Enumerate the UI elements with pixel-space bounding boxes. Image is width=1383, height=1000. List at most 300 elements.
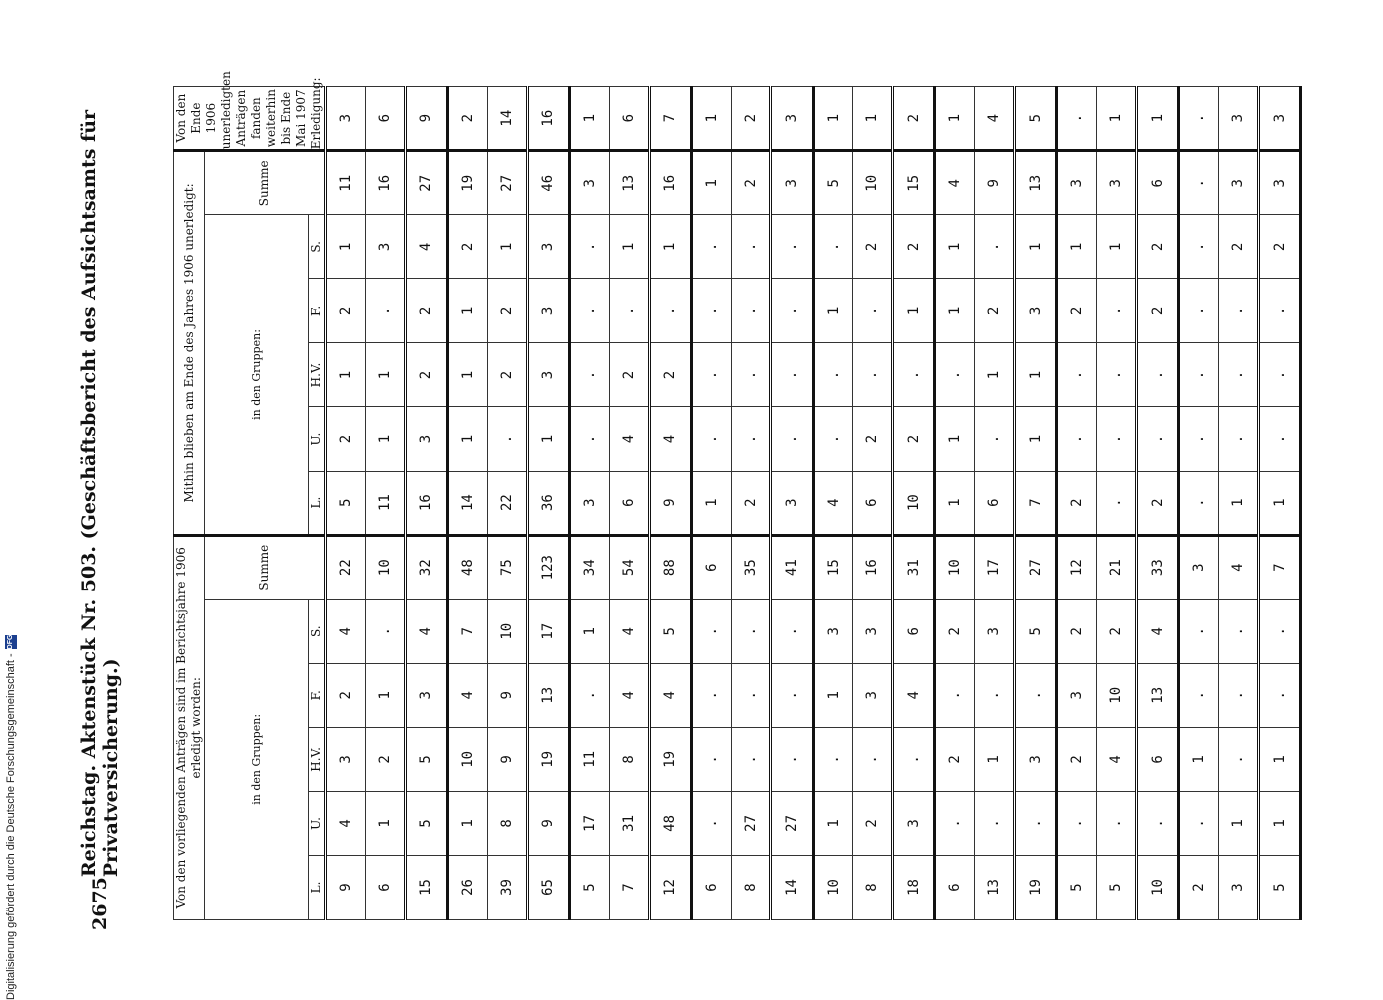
table-cell: 1 [813, 791, 853, 855]
dfg-logo: DFG [5, 635, 17, 649]
table-cell: 16 [649, 151, 691, 215]
table-cell: 5 [649, 599, 691, 663]
table-cell: 2 [1097, 599, 1137, 663]
table-cell: 3 [771, 151, 813, 215]
table-cell: 2 [405, 343, 447, 407]
table-cell: 2 [1219, 215, 1259, 279]
table-cell: 7 [447, 599, 487, 663]
table-cell: 4 [405, 599, 447, 663]
table-cell: 8 [853, 855, 893, 919]
table-cell: 2 [731, 471, 771, 535]
table-cell: 1 [365, 407, 405, 471]
table-cell: 1 [1057, 215, 1097, 279]
table-cell: 9 [487, 727, 527, 791]
table-cell: . [1219, 599, 1259, 663]
table-cell: 4 [935, 151, 975, 215]
table-cell: 2 [1137, 471, 1179, 535]
table-cell: 1 [527, 407, 569, 471]
table-cell: 65 [527, 855, 569, 919]
table-cell: 2 [326, 407, 366, 471]
table-cell: 1 [1015, 343, 1057, 407]
table-cell: 1 [975, 727, 1015, 791]
table-cell: 2 [1137, 215, 1179, 279]
table-cell: . [569, 663, 609, 727]
table-cell: 1 [1097, 87, 1137, 151]
table-cell: 16 [527, 87, 569, 151]
table-cell: 5 [569, 855, 609, 919]
table-cell: . [1219, 663, 1259, 727]
table-cell: 2 [405, 279, 447, 343]
table-cell: 1 [935, 215, 975, 279]
table-cell: 2 [1259, 215, 1301, 279]
table-cell: 3 [405, 407, 447, 471]
table-row [1219, 87, 1259, 920]
page-number: 2675 [89, 877, 111, 930]
table-cell: 3 [527, 215, 569, 279]
group1-sum-header: Summe [205, 535, 326, 599]
table-cell: 10 [853, 151, 893, 215]
table-cell: 1 [853, 87, 893, 151]
table-cell: 10 [487, 599, 527, 663]
table-cell: 13 [1015, 151, 1057, 215]
table-cell: 31 [609, 791, 649, 855]
table-cell: 27 [771, 791, 813, 855]
table-row [609, 87, 649, 920]
table-cell: 27 [731, 791, 771, 855]
table-cell: 6 [609, 471, 649, 535]
table-cell: 2 [609, 343, 649, 407]
table-cell: 2 [975, 279, 1015, 343]
table-cell: . [1259, 599, 1301, 663]
table-cell: . [731, 663, 771, 727]
table-cell: 1 [1259, 727, 1301, 791]
table-cell: 7 [1015, 471, 1057, 535]
table-cell: 6 [975, 471, 1015, 535]
table-cell: 2 [487, 279, 527, 343]
table-row [487, 87, 527, 920]
table-cell: 1 [935, 279, 975, 343]
table-cell: 2 [893, 87, 935, 151]
table-cell: . [1097, 343, 1137, 407]
table-cell: 5 [1057, 855, 1097, 919]
table-row [365, 87, 405, 920]
table-cell: 1 [1179, 727, 1219, 791]
page-header [75, 80, 125, 930]
table-cell: . [731, 407, 771, 471]
table-cell: . [975, 215, 1015, 279]
table-cell: 1 [935, 407, 975, 471]
table-cell: 4 [813, 471, 853, 535]
col-header-s: S. [309, 599, 326, 663]
table-cell: 1 [326, 215, 366, 279]
table-cell: 2 [1057, 279, 1097, 343]
table-cell: 123 [527, 535, 569, 599]
table-cell: . [691, 343, 731, 407]
table-cell: . [771, 599, 813, 663]
table-cell: 88 [649, 535, 691, 599]
table-cell: . [771, 407, 813, 471]
table-cell: 9 [405, 87, 447, 151]
table-cell: 6 [853, 471, 893, 535]
table-cell: . [1137, 407, 1179, 471]
table-cell: 8 [731, 855, 771, 919]
col-header-hv: H.V. [309, 343, 326, 407]
table-cell: 11 [365, 471, 405, 535]
table-cell: 2 [731, 87, 771, 151]
table-cell: . [771, 343, 813, 407]
table-cell: 10 [1137, 855, 1179, 919]
table-cell: 19 [447, 151, 487, 215]
table-cell: . [691, 407, 731, 471]
table-cell: 14 [447, 471, 487, 535]
table-cell: . [893, 343, 935, 407]
table-cell: . [975, 791, 1015, 855]
table-cell: . [691, 791, 731, 855]
table-row [935, 87, 975, 920]
table-cell: 3 [975, 599, 1015, 663]
table-cell: 3 [853, 663, 893, 727]
table-cell: . [1219, 279, 1259, 343]
table-row [1259, 87, 1301, 920]
table-cell: 4 [609, 599, 649, 663]
table-cell: . [1179, 87, 1219, 151]
table-cell: 3 [771, 471, 813, 535]
table-cell: 16 [853, 535, 893, 599]
table-cell: 2 [935, 599, 975, 663]
table-cell: 3 [1259, 151, 1301, 215]
table-cell: 31 [893, 535, 935, 599]
table-cell: 15 [813, 535, 853, 599]
table-cell: 15 [893, 151, 935, 215]
table-cell: 3 [771, 87, 813, 151]
table-cell: 9 [975, 151, 1015, 215]
table-cell: . [771, 215, 813, 279]
table-cell: . [1137, 343, 1179, 407]
group3-title: Von den Ende 1906 unerledigten Anträgen fanden weiterhin bis Ende Mai 1907 Erledigung: [174, 87, 326, 151]
table-cell: 6 [1137, 727, 1179, 791]
table-cell: 1 [569, 599, 609, 663]
table-cell: 1 [691, 151, 731, 215]
table-cell: . [1137, 791, 1179, 855]
table-cell: . [853, 279, 893, 343]
table-row [569, 87, 609, 920]
table-cell: . [691, 215, 731, 279]
table-cell: . [365, 599, 405, 663]
table-cell: 3 [405, 663, 447, 727]
table-cell: . [731, 279, 771, 343]
table-row [1097, 87, 1137, 920]
table-cell: 1 [1097, 215, 1137, 279]
group1-title: Von den vorliegenden Anträgen sind im Berichtsjahre 1906 erledigt worden: [174, 535, 205, 919]
table-cell: 1 [569, 87, 609, 151]
table-cell: 2 [1057, 727, 1097, 791]
table-cell: 4 [405, 215, 447, 279]
table-cell: 2 [447, 87, 487, 151]
table-cell: 9 [326, 855, 366, 919]
table-cell: 75 [487, 535, 527, 599]
table-cell: 1 [365, 343, 405, 407]
group2-sum-header: Summe [205, 151, 326, 215]
table-row [893, 87, 935, 920]
table-cell: 1 [935, 87, 975, 151]
table-cell: 4 [609, 407, 649, 471]
table-cell: 22 [487, 471, 527, 535]
table-cell: 2 [447, 215, 487, 279]
table-cell: 5 [405, 791, 447, 855]
table-cell: 2 [1057, 599, 1097, 663]
table-cell: 36 [527, 471, 569, 535]
table-cell: 3 [1057, 663, 1097, 727]
table-cell: 6 [609, 87, 649, 151]
table-cell: 13 [975, 855, 1015, 919]
table-cell: 15 [405, 855, 447, 919]
table-row [447, 87, 487, 920]
table-cell: . [1259, 279, 1301, 343]
table-cell: 3 [326, 727, 366, 791]
table-cell: 1 [1259, 471, 1301, 535]
table-cell: 1 [487, 215, 527, 279]
table-cell: . [771, 727, 813, 791]
table-cell: 10 [1097, 663, 1137, 727]
table-cell: 16 [405, 471, 447, 535]
table-cell: 11 [326, 151, 366, 215]
table-cell: . [935, 343, 975, 407]
table-cell: . [1057, 87, 1097, 151]
table-cell: 1 [447, 279, 487, 343]
table-cell: . [893, 727, 935, 791]
table-cell: 4 [447, 663, 487, 727]
table-cell: . [1057, 407, 1097, 471]
table-cell: 1 [975, 343, 1015, 407]
table-cell: 1 [365, 663, 405, 727]
table-row [731, 87, 771, 920]
table-cell: 4 [649, 663, 691, 727]
table-cell: 4 [1137, 599, 1179, 663]
table-cell: 13 [1137, 663, 1179, 727]
table-row [649, 87, 691, 920]
table-cell: . [487, 407, 527, 471]
table-cell: 1 [691, 87, 731, 151]
table-cell: . [569, 343, 609, 407]
table-cell: 2 [853, 791, 893, 855]
table-cell: . [1179, 407, 1219, 471]
table-cell: 2 [365, 727, 405, 791]
table-cell: 48 [447, 535, 487, 599]
table-cell: . [691, 279, 731, 343]
table-cell: . [975, 663, 1015, 727]
table-cell: 2 [326, 663, 366, 727]
table-cell: 4 [326, 791, 366, 855]
table-cell: 18 [893, 855, 935, 919]
table-cell: . [691, 599, 731, 663]
table-cell: 17 [527, 599, 569, 663]
table-cell: 7 [1259, 535, 1301, 599]
table-cell: 5 [1259, 855, 1301, 919]
table-cell: . [1179, 791, 1219, 855]
table-cell: 46 [527, 151, 569, 215]
table-cell: 1 [935, 471, 975, 535]
table-cell: 13 [527, 663, 569, 727]
table-cell: 5 [813, 151, 853, 215]
table-row [1015, 87, 1057, 920]
table-cell: 9 [649, 471, 691, 535]
table-cell: 33 [1137, 535, 1179, 599]
table-cell: 17 [569, 791, 609, 855]
table-cell: 1 [447, 343, 487, 407]
table-cell: 3 [569, 471, 609, 535]
table-cell: 2 [1137, 279, 1179, 343]
table-cell: 6 [935, 855, 975, 919]
table-cell: . [1259, 343, 1301, 407]
table-row [1179, 87, 1219, 920]
table-cell: 3 [1057, 151, 1097, 215]
table-cell: 6 [691, 855, 731, 919]
table-cell: 10 [935, 535, 975, 599]
table-row [1137, 87, 1179, 920]
table-cell: . [1097, 279, 1137, 343]
table-cell: 1 [447, 791, 487, 855]
table-cell: . [731, 215, 771, 279]
table-row [975, 87, 1015, 920]
table-cell: 32 [405, 535, 447, 599]
table-row [405, 87, 447, 920]
table-cell: 4 [326, 599, 366, 663]
table-cell: . [1219, 727, 1259, 791]
table-cell: . [1219, 407, 1259, 471]
table-cell: 5 [405, 727, 447, 791]
table-cell: . [1179, 663, 1219, 727]
table-cell: 10 [813, 855, 853, 919]
table-cell: 10 [447, 727, 487, 791]
table-cell: 41 [771, 535, 813, 599]
table-row [1057, 87, 1097, 920]
table-cell: 3 [1015, 727, 1057, 791]
table-cell: 1 [1015, 215, 1057, 279]
table-cell: 1 [326, 343, 366, 407]
table-cell: 4 [1097, 727, 1137, 791]
table-cell: 1 [1259, 791, 1301, 855]
col-header-u: U. [309, 791, 326, 855]
table-cell: . [853, 727, 893, 791]
table-cell: 1 [649, 215, 691, 279]
table-cell: . [691, 663, 731, 727]
table-cell: 54 [609, 535, 649, 599]
table-cell: . [853, 343, 893, 407]
table-cell: 2 [487, 343, 527, 407]
table-cell: . [1179, 471, 1219, 535]
table-cell: 9 [487, 663, 527, 727]
table-cell: 2 [1179, 855, 1219, 919]
table-cell: 3 [1219, 87, 1259, 151]
table-row [853, 87, 893, 920]
table-cell: 16 [365, 151, 405, 215]
group2-title: Mithin blieben am Ende des Jahres 1906 unerledigt: [174, 151, 205, 535]
table-cell: 27 [405, 151, 447, 215]
table-row [771, 87, 813, 920]
col-header-f: F. [309, 663, 326, 727]
table-cell: 3 [853, 599, 893, 663]
table-cell: 3 [326, 87, 366, 151]
table-cell: 2 [326, 279, 366, 343]
table-cell: 1 [609, 215, 649, 279]
col-header-l: L. [309, 855, 326, 919]
table-cell: 12 [649, 855, 691, 919]
table-cell: . [731, 343, 771, 407]
table-cell: 19 [527, 727, 569, 791]
table-row [527, 87, 569, 920]
table-cell: 21 [1097, 535, 1137, 599]
table-cell: 3 [365, 215, 405, 279]
table-cell: 48 [649, 791, 691, 855]
table-cell: . [1179, 151, 1219, 215]
table-cell: . [1179, 343, 1219, 407]
col-header-s: S. [309, 215, 326, 279]
table-cell: 13 [609, 151, 649, 215]
table-cell: 10 [365, 535, 405, 599]
table-cell: . [771, 663, 813, 727]
table-cell: 26 [447, 855, 487, 919]
table-row [326, 87, 366, 920]
table-row [813, 87, 853, 920]
table-cell: . [1057, 343, 1097, 407]
table-cell: 10 [893, 471, 935, 535]
group1-subtitle: in den Gruppen: [205, 599, 309, 919]
table-cell: 35 [731, 535, 771, 599]
table-cell: 1 [893, 279, 935, 343]
table-cell: . [771, 279, 813, 343]
table-cell: 5 [1015, 599, 1057, 663]
table-cell: 4 [893, 663, 935, 727]
table-cell: 8 [487, 791, 527, 855]
table-cell: 39 [487, 855, 527, 919]
table-cell: 1 [813, 279, 853, 343]
table-cell: 6 [365, 855, 405, 919]
table-cell: 2 [853, 407, 893, 471]
table-cell: . [1179, 215, 1219, 279]
table-cell: 3 [1015, 279, 1057, 343]
col-header-u: U. [309, 407, 326, 471]
table-cell: . [1097, 791, 1137, 855]
table-cell: . [691, 727, 731, 791]
table-cell: 8 [609, 727, 649, 791]
table-cell: . [569, 215, 609, 279]
table-cell: . [569, 279, 609, 343]
table-cell: . [365, 279, 405, 343]
table-cell: 7 [609, 855, 649, 919]
page-title: Reichstag. Aktenstück Nr. 503. (Geschäftsbericht des Aufsichtsamts für Privatversicherung.) [78, 109, 122, 878]
table-cell: . [935, 791, 975, 855]
table-cell: . [935, 663, 975, 727]
table-cell: 1 [1137, 87, 1179, 151]
table-cell: 4 [1219, 535, 1259, 599]
table-cell: 4 [609, 663, 649, 727]
col-header-hv: H.V. [309, 727, 326, 791]
col-header-f: F. [309, 279, 326, 343]
table-cell: 11 [569, 727, 609, 791]
table-cell: 3 [813, 599, 853, 663]
table-cell: 2 [1057, 471, 1097, 535]
table-cell: . [1259, 407, 1301, 471]
table-cell: 22 [326, 535, 366, 599]
table-cell: 3 [1259, 87, 1301, 151]
table-cell: 1 [691, 471, 731, 535]
digitization-note [2, 600, 20, 1000]
table-cell: . [813, 407, 853, 471]
table-cell: 27 [487, 151, 527, 215]
table-cell: . [1179, 599, 1219, 663]
table-cell: 4 [649, 407, 691, 471]
table-cell: 7 [649, 87, 691, 151]
